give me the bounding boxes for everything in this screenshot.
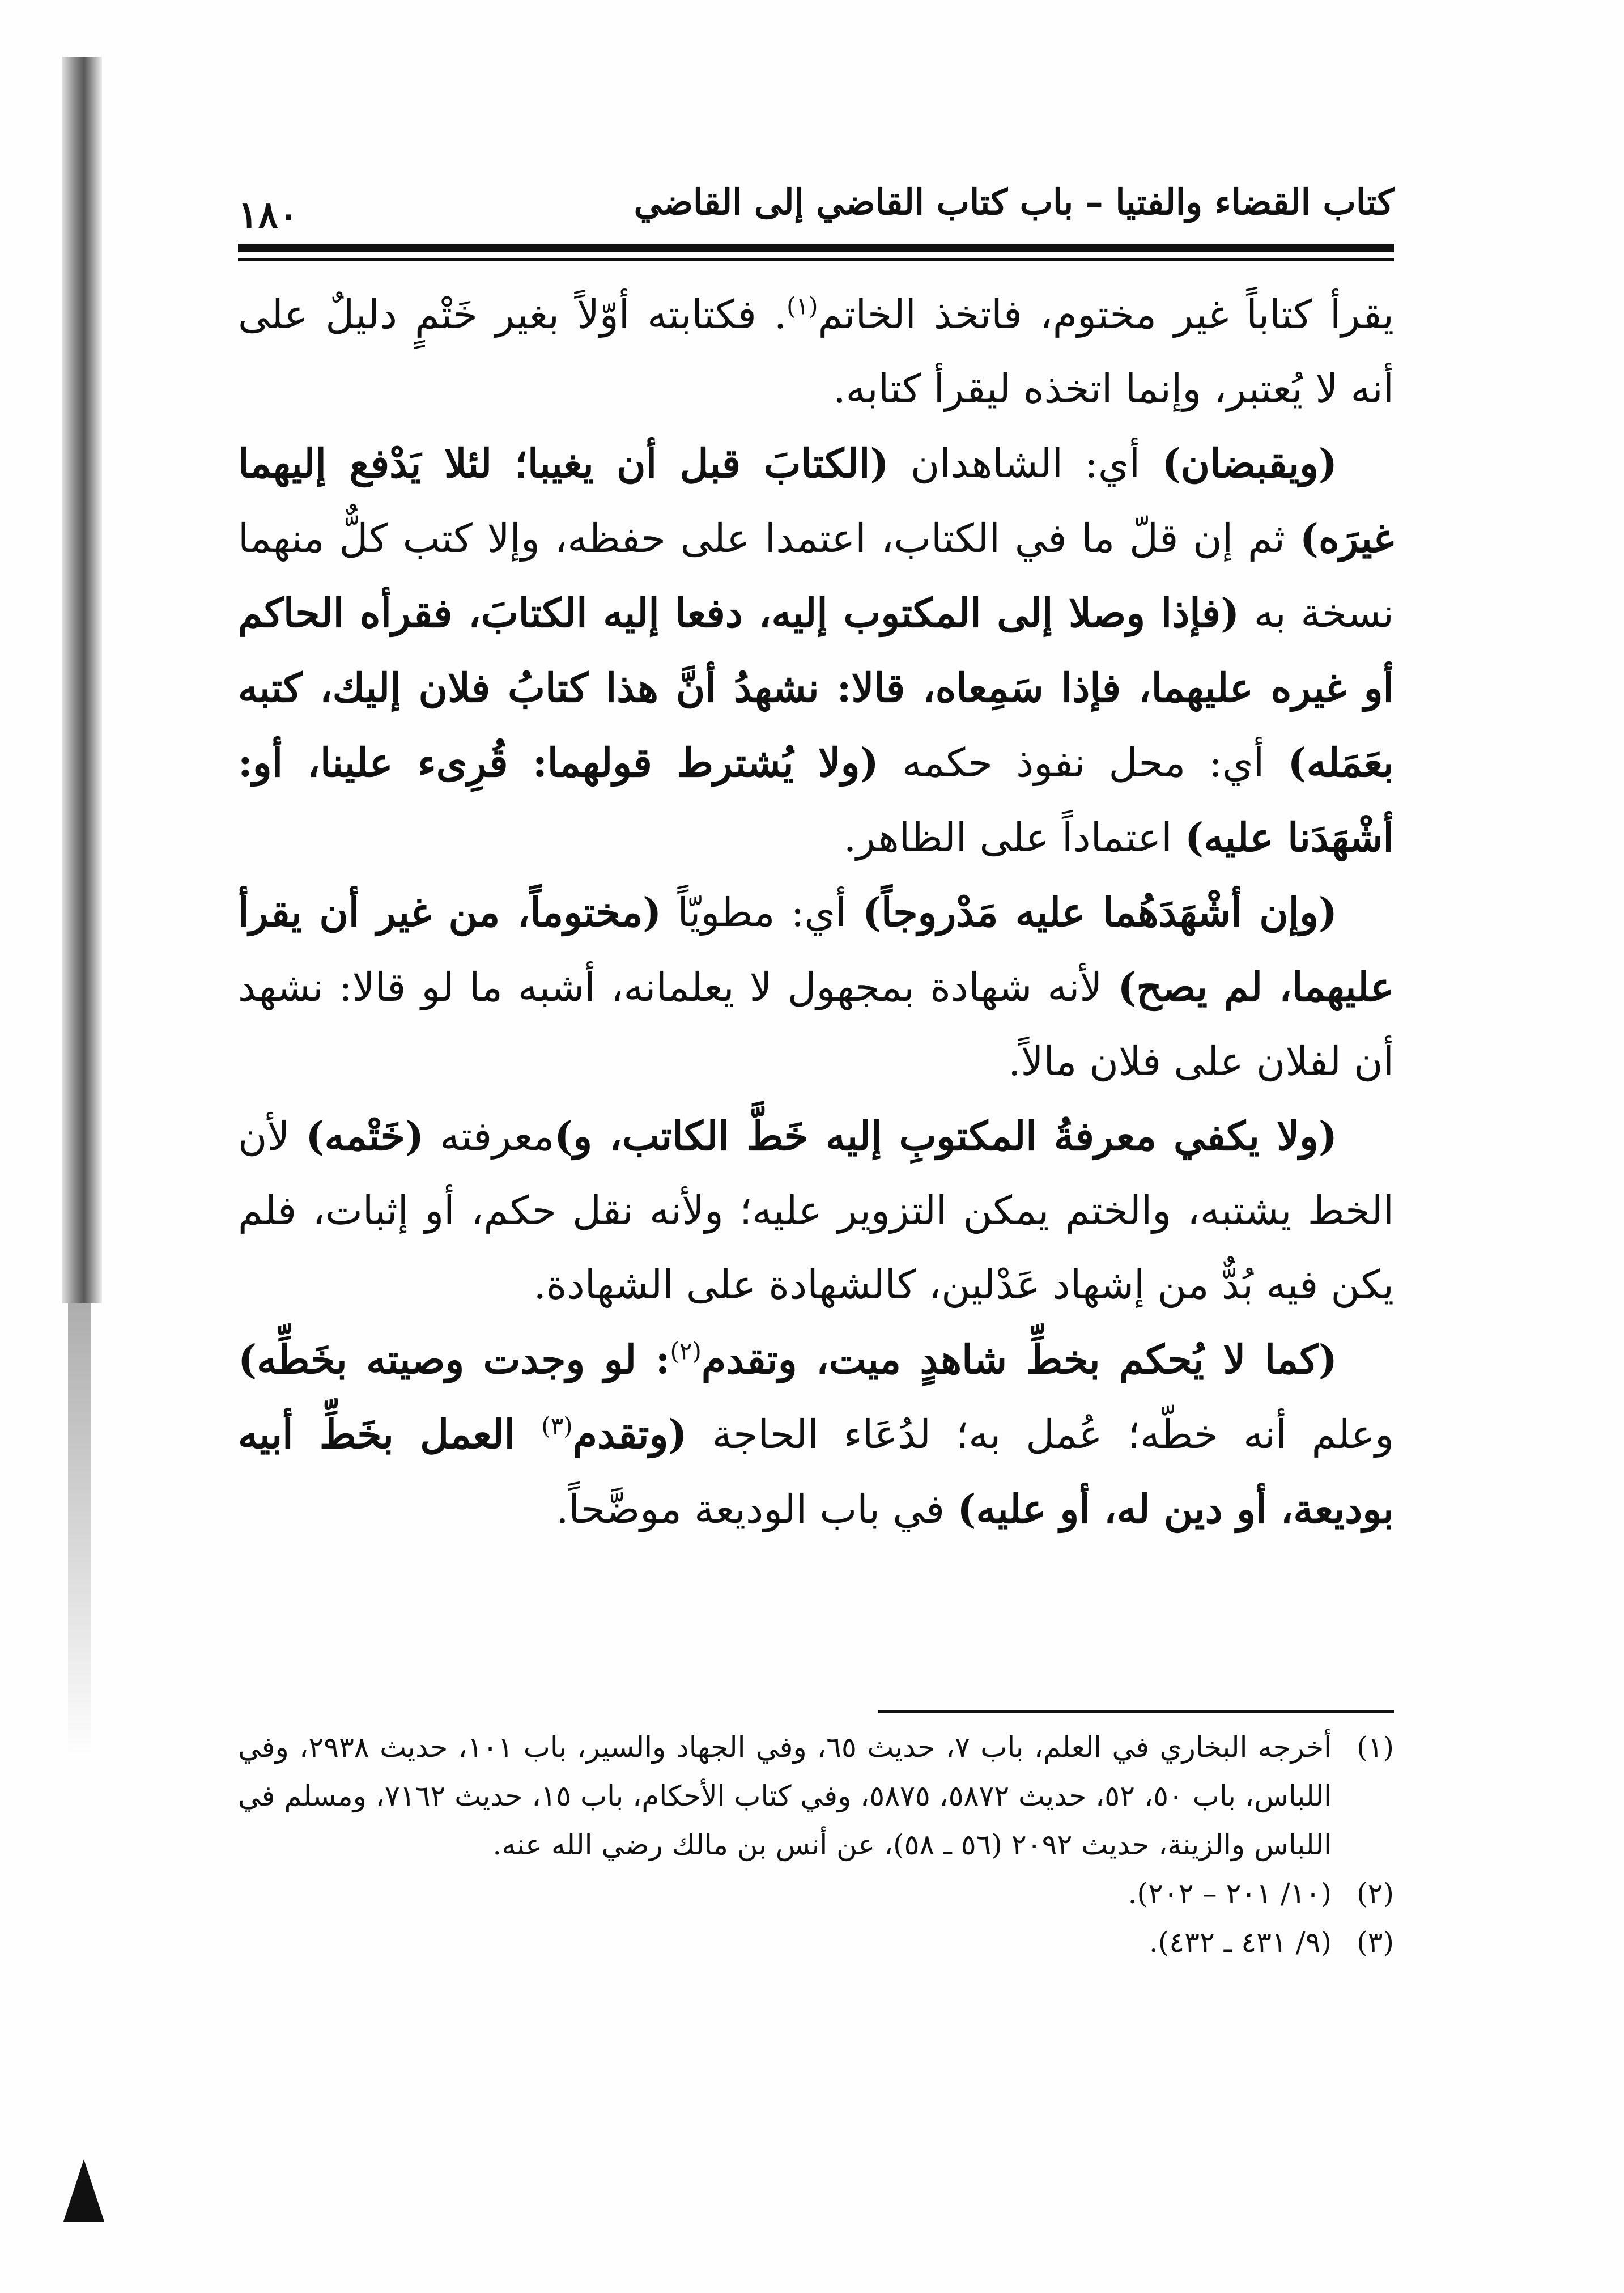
footnote-text: (١٠/ ٢٠١ – ٢٠٢). (1128, 1877, 1332, 1910)
paragraph-4 (238, 1099, 1394, 1322)
bold-text-run: العمل بخَطِّ أبيه بوديعة، أو دين له، أو عليه) (238, 1411, 1394, 1532)
footnote-number: (٣) (1357, 1926, 1394, 1959)
header-rule-thin (238, 258, 1394, 261)
text-run: أي: مطويّاً (661, 889, 862, 936)
footnote-3 (238, 1918, 1394, 1967)
footnote-text: (٩/ ٤٣١ ـ ٤٣٢). (1149, 1926, 1332, 1959)
paragraph-2 (238, 426, 1394, 875)
bold-text-run: (ولا يُشترط قولهما: قُرِىء علينا، أو: أشْهَدَنا عليه) (238, 739, 1394, 861)
footnote-number: (١) (1357, 1731, 1394, 1764)
paragraph-3 (238, 875, 1394, 1099)
bold-text-run: (الكتابَ قبل أن يغيبا؛ لئلا يَدْفع إليهما غيرَه) (238, 440, 1394, 562)
bold-text-run: (فإذا وصلا إلى المكتوب إليه، دفعا إليه الكتابَ، فقرأه الحاكم أو غيره عليهما، فإذا سَمِعاه، قالا: نشهدُ أنَّ هذا كتابُ فلان إليك، كتبه بعَمَله) (238, 589, 1394, 786)
text-run: . فكتابته أوّلاً بغير خَتْمٍ دليلٌ على أنه لا يُعتبر، وإنما اتخذه ليقرأ كتابه. (238, 291, 1394, 412)
bold-text-run: (وإن أشْهَدَهُما عليه مَدْروجاً) (862, 889, 1338, 936)
bold-text-run: (ويقبضان) (1162, 440, 1337, 487)
bold-text-run: : لو وجدت وصيته بخَطِّه) (238, 1336, 670, 1383)
footnote-ref-1: (١) (787, 292, 818, 320)
footnote-number: (٢) (1357, 1877, 1394, 1910)
footnote-separator (878, 1710, 1394, 1713)
header-rule-thick (238, 244, 1394, 252)
corner-mark-icon (63, 2159, 104, 2222)
text-run: معرفته (424, 1113, 555, 1160)
binding-shadow-fade (68, 1303, 91, 1757)
text-run: وعلم أنه خطّه؛ عُمل به؛ لدُعَاء الحاجة (687, 1411, 1394, 1458)
text-run: لأن الخط يشتبه، والختم يمكن التزوير عليه؛ ولأنه نقل حكم، أو إثبات، فلم يكن فيه بُدٌّ من إشهاد عَدْلين، كالشهادة على الشهادة. (238, 1113, 1394, 1308)
bold-text-run: (خَتْمه) (305, 1112, 424, 1160)
bold-text-run: (وتقدم (572, 1411, 687, 1458)
bold-text-run: (ولا يكفي معرفةُ المكتوبِ إليه خَطَّ الكاتب، و) (554, 1112, 1337, 1160)
footnote-ref-3: (٣) (541, 1412, 573, 1440)
binding-shadow (62, 57, 102, 1303)
main-text (238, 278, 1394, 1547)
page-header (238, 170, 1394, 244)
text-run: ثم إن قلّ ما في الكتاب، اعتمدا على حفظه، وإلا كتب كلٌّ منهما نسخة به (238, 515, 1394, 636)
footnote-2 (238, 1869, 1394, 1918)
footnote-1 (238, 1723, 1394, 1869)
paragraph-5 (238, 1322, 1394, 1547)
text-run: لأنه شهادة بمجهول لا يعلمانه، أشبه ما لو قالا: نشهد أن لفلان على فلان مالاً. (238, 964, 1394, 1085)
bold-text-run: (مختوماً، من غير أن يقرأ عليهما، لم يصح) (238, 889, 1394, 1010)
paragraph-1 (238, 278, 1394, 426)
text-run: أي: محل نفوذ حكمه (878, 740, 1288, 786)
footnotes (238, 1723, 1394, 1967)
text-run: يقرأ كتاباً غير مختوم، فاتخذ الخاتم (818, 291, 1394, 338)
bold-text-run: (كما لا يُحكم بخطِّ شاهدٍ ميت، وتقدم (701, 1336, 1337, 1383)
page-number: ١٨٠ (238, 193, 299, 237)
text-run: في باب الوديعة موضَّحاً. (556, 1486, 958, 1532)
footnote-ref-2: (٢) (670, 1337, 702, 1365)
text-run: اعتماداً على الظاهر. (843, 814, 1185, 861)
running-title: كتاب القضاء والفتيا – باب كتاب القاضي إلى القاضي (634, 181, 1394, 223)
footnote-text: أخرجه البخاري في العلم، باب ٧، حديث ٦٥، وفي الجهاد والسير، باب ١٠١، حديث ٢٩٣٨، وفي اللباس، باب ٥٠، ٥٢، حديث ٥٨٧٢، ٥٨٧٥، وفي كتاب الأحكام، باب ١٥، حديث ٧١٦٢، ومسلم في اللباس والزينة، حديث ٢٠٩٢ (٥٦ ـ ٥٨)، عن أنس بن مالك رضي الله عنه. (238, 1731, 1332, 1861)
text-run: أي: الشاهدان (888, 440, 1162, 487)
